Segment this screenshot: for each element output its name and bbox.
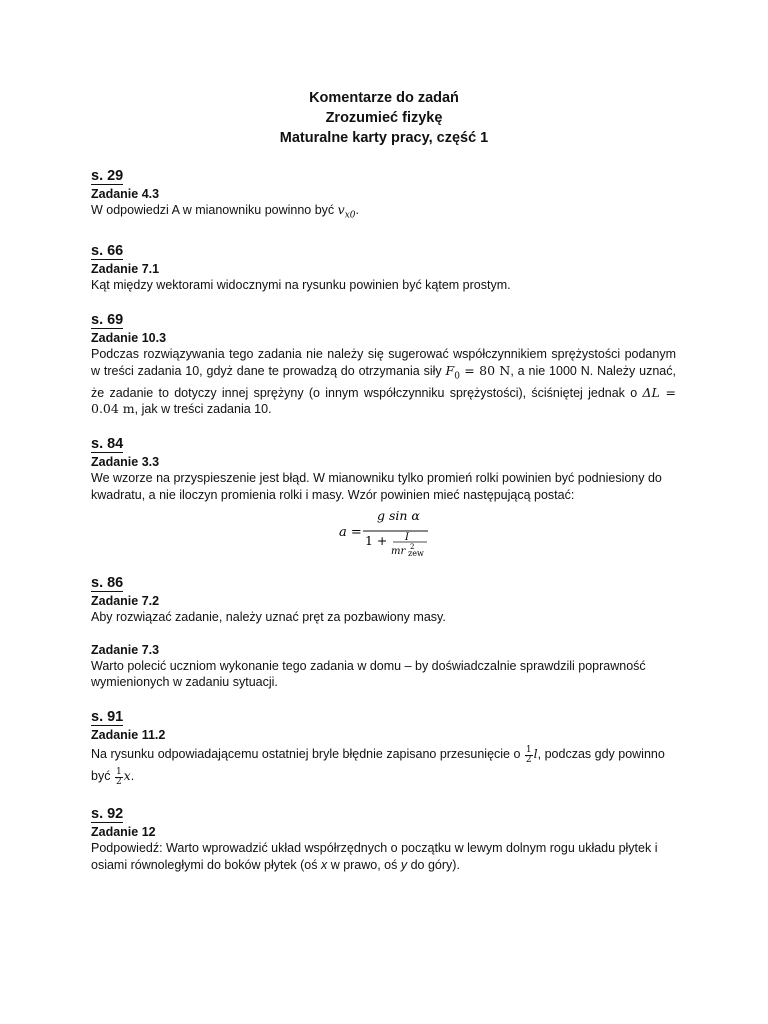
section-heading [91, 167, 676, 185]
task-text: We wzorze na przyspieszenie jest błąd. W mianowniku tylko promień rolki powinien być podniesiony do kwadratu, a nie iloczyn promienia rolki i masy. Wzór powinien mieć następującą postać: [91, 471, 662, 502]
section-page-label: s. 84 [91, 436, 124, 453]
task-text-part: . [130, 769, 135, 784]
task-text-part: Podczas rozwiązywania tego zadania nie należy się sugerować współczynnikiem sprężystości podanym w treści zadania 10, gdyż dane te prowadzą do otrzymania siły [91, 347, 676, 378]
inline-fraction [115, 768, 123, 787]
task-text-part: do góry). [407, 857, 460, 872]
task-text-part: Podpowiedź: Warto wprowadzić układ współrzędnych o początku w lewym dolnym rogu układu płytek i osiami równoległymi do boków płytek (oś [91, 841, 658, 872]
section-heading [91, 805, 676, 823]
section-heading [91, 708, 676, 726]
section-page-label: s. 66 [91, 242, 124, 259]
task-text-part: Na rysunku odpowiadającemu ostatniej bryle błędnie zapisano przesunięcie o [91, 747, 524, 762]
document-content [91, 167, 676, 891]
math-delta-l-value: = 0.04 m [91, 384, 676, 417]
formula-lhs: a = [339, 525, 362, 541]
task-text-part: w prawo, oś [327, 857, 401, 872]
fraction-numerator: 1 [115, 766, 122, 777]
task-text-part: , podczas gdy powinno być [91, 747, 665, 784]
math-force: F [445, 362, 455, 378]
formula-inner-superscript: 2 [410, 543, 415, 552]
math-symbol: x [123, 768, 131, 784]
task-text: Kąt między wektorami widocznymi na rysunku powinien być kątem prostym. [91, 277, 511, 292]
section-s69 [91, 311, 676, 417]
section-s66 [91, 242, 676, 293]
title-line-2: Zrozumieć fizykę [325, 110, 443, 126]
fraction-denominator: 2 [115, 776, 122, 787]
math-symbol: v [337, 202, 345, 217]
task-text [91, 743, 676, 787]
task-text-part: , a nie 1000 N. Należy uznać, że zadanie to dotyczy innej sprężyny (o innym współczynniku sprężystości), ściśniętej jednak o [91, 363, 676, 400]
task-text-part: , jak w treści zadania 10. [134, 402, 272, 417]
section-heading [91, 242, 676, 260]
section-page-label: s. 69 [91, 312, 124, 329]
section-page-label: s. 92 [91, 806, 124, 823]
section-page-label: s. 91 [91, 709, 124, 726]
document-title [0, 88, 768, 148]
section-s84 [91, 435, 676, 559]
task-heading: Zadanie 12 [91, 825, 156, 840]
math-delta-l: ΔL [642, 384, 660, 400]
math-symbol: l [533, 746, 538, 762]
task-text-part: W odpowiedzi A w mianowniku powinno być [91, 203, 338, 217]
math-force-value: = 80 N [459, 362, 511, 378]
title-line-3: Maturalne karty pracy, część 1 [279, 130, 489, 146]
task-heading: Zadanie 3.3 [91, 455, 160, 470]
inline-fraction [525, 746, 533, 765]
fraction-denominator: 2 [525, 754, 532, 765]
section-s91 [91, 708, 676, 787]
section-s29 [91, 167, 676, 224]
formula-numerator: g sin α [377, 508, 420, 524]
formula-inner-denominator: mr [391, 546, 406, 558]
section-s92 [91, 805, 676, 873]
section-heading [91, 574, 676, 592]
formula-denominator-one: 1 + [365, 533, 388, 549]
formula-inner-numerator: I [405, 532, 409, 544]
task-heading: Zadanie 7.1 [91, 261, 160, 276]
title-line-1: Komentarze do zadań [309, 90, 459, 106]
fraction-numerator: 1 [525, 744, 532, 755]
axis-y-label: y [400, 857, 408, 872]
acceleration-formula [91, 506, 676, 559]
task-text: Warto polecić uczniom wykonanie tego zadania w domu – by doświadczalnie sprawdzili poprawność wymienionych w zadaniu sytuacji. [91, 658, 646, 690]
section-page-label: s. 86 [91, 575, 124, 592]
task-text [91, 202, 676, 224]
task-text [91, 840, 676, 873]
section-heading [91, 435, 676, 453]
math-force-subscript: 0 [454, 371, 460, 382]
task-text-end: . [355, 203, 360, 217]
task-text [91, 346, 676, 417]
task-heading: Zadanie 7.2 [91, 594, 160, 609]
task-text: Aby rozwiązać zadanie, należy uznać pręt za pozbawiony masy. [91, 610, 446, 625]
formula-inner-subscript: zew [408, 549, 424, 559]
task-heading: Zadanie 11.2 [91, 728, 166, 743]
section-s86 [91, 574, 676, 690]
section-heading [91, 311, 676, 329]
axis-x-label: x [320, 857, 328, 872]
math-subscript: x0 [344, 210, 356, 221]
task-heading: Zadanie 4.3 [91, 187, 160, 201]
task-heading: Zadanie 7.3 [91, 642, 160, 657]
formula-svg [91, 506, 676, 558]
section-page-label: s. 29 [91, 168, 124, 184]
task-heading: Zadanie 10.3 [91, 331, 167, 346]
